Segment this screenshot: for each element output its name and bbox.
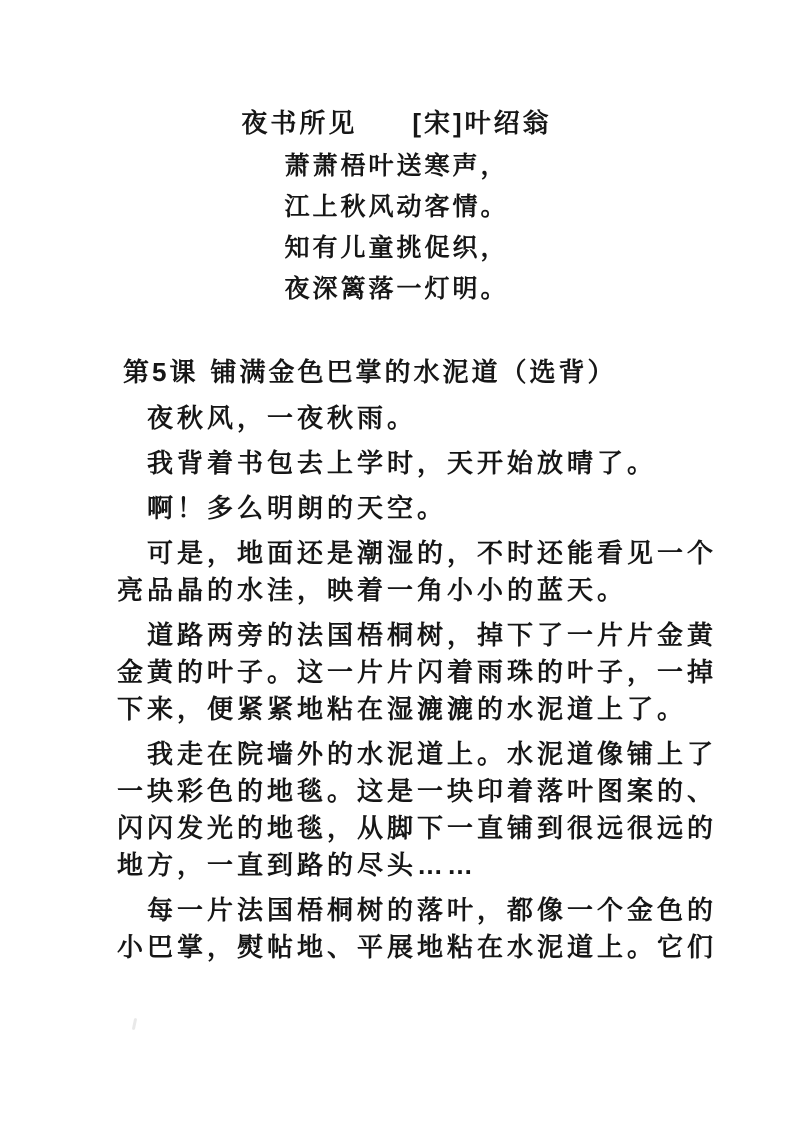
poem-line: 江上秋风动客情。 [284, 193, 509, 221]
paragraph-line: 下来，便紧紧地粘在湿漉漉的水泥道上了。 [117, 694, 688, 724]
paragraph-line: 可是，地面还是潮湿的，不时还能看见一个 [147, 538, 718, 568]
lesson-paragraph [117, 445, 753, 482]
paragraph-line: 每一片法国梧桐树的落叶，都像一个金色的 [147, 895, 718, 925]
paragraph-line: 地方，一直到路的尽头…… [117, 850, 478, 880]
lesson-paragraph [117, 490, 753, 527]
lesson-title: 铺满金色巴掌的水泥道（选背） [210, 357, 617, 387]
paragraph-line: 一块彩色的地毯。这是一块印着落叶图案的、 [117, 776, 718, 806]
poem-line: 萧萧梧叶送寒声， [284, 152, 509, 180]
lesson-heading [117, 354, 753, 390]
poem-lines [0, 146, 793, 310]
poem-line: 知有儿童挑促织， [284, 234, 509, 262]
paragraph-line: 闪闪发光的地毯，从脚下一直铺到很远很远的 [117, 813, 718, 843]
scan-artifact [132, 1018, 137, 1030]
lesson-section [0, 354, 793, 966]
lesson-paragraph [117, 400, 753, 437]
paragraph-line: 金黄的叶子。这一片片闪着雨珠的叶子，一掉 [117, 657, 718, 687]
paragraph-line: 道路两旁的法国梧桐树，掉下了一片片金黄 [147, 620, 718, 650]
paragraph-line: 啊！多么明朗的天空。 [147, 493, 448, 523]
lesson-body [117, 400, 753, 966]
poem-line: 夜深篱落一灯明。 [284, 275, 509, 303]
poem-title-row [0, 100, 793, 146]
paragraph-line: 夜秋风，一夜秋雨。 [147, 403, 418, 433]
paragraph-line: 小巴掌，熨帖地、平展地粘在水泥道上。它们 [117, 932, 718, 962]
lesson-paragraph [117, 617, 753, 728]
poem-author: [宋]叶绍翁 [412, 108, 552, 138]
poem-section [0, 0, 793, 310]
poem-title: 夜书所见 [241, 108, 358, 138]
paragraph-line: 亮品晶的水洼，映着一角小小的蓝天。 [117, 575, 628, 605]
paragraph-line: 我背着书包去上学时，天开始放晴了。 [147, 448, 658, 478]
paragraph-line: 我走在院墙外的水泥道上。水泥道像铺上了 [147, 739, 718, 769]
lesson-paragraph [117, 535, 753, 609]
lesson-paragraph [117, 892, 753, 966]
lesson-paragraph [117, 736, 753, 884]
lesson-number: 第5课 [123, 357, 199, 387]
